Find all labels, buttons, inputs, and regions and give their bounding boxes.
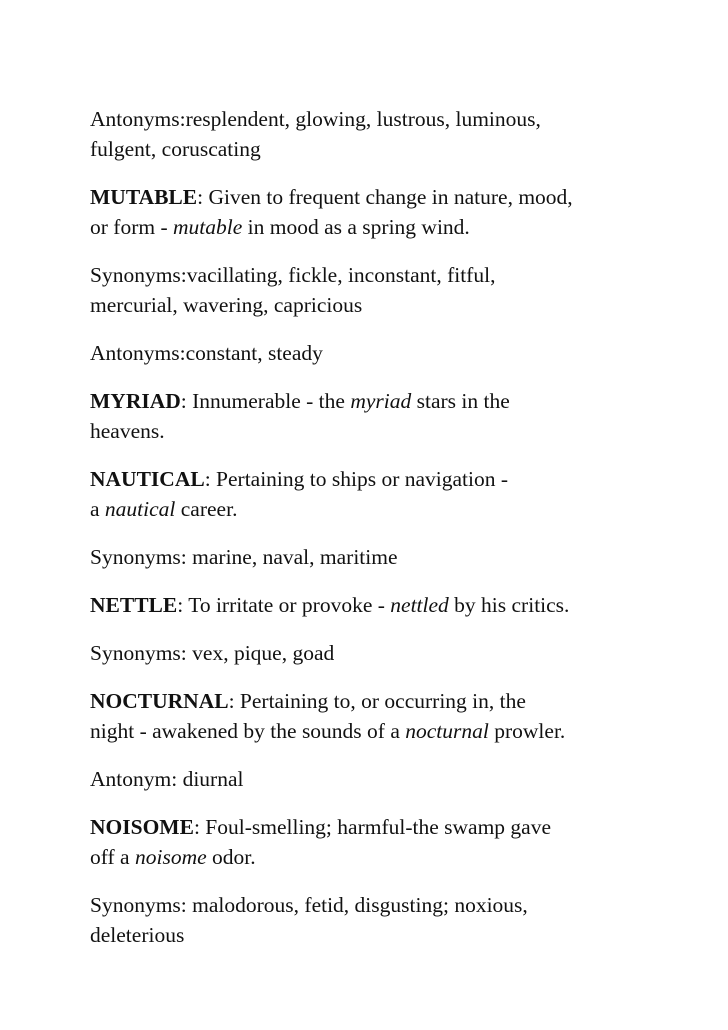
text-line: fulgent, coruscating (90, 137, 261, 161)
text-line: Synonyms: malodorous, fetid, disgusting; noxious, (90, 893, 528, 917)
example-word: nettled (390, 593, 449, 617)
definition-text: career. (175, 497, 238, 521)
synonyms-nautical (90, 542, 690, 572)
entry-nocturnal (90, 686, 690, 746)
entry-nettle (90, 590, 690, 620)
definition-text: a (90, 497, 105, 521)
entry-term: NOCTURNAL (90, 689, 229, 713)
definition-text: : Pertaining to, or occurring in, the (228, 689, 526, 713)
definition-text: : Pertaining to ships or navigation - (204, 467, 509, 491)
entry-term: MYRIAD (90, 389, 181, 413)
text-line: mercurial, wavering, capricious (90, 293, 363, 317)
example-word: mutable (173, 215, 243, 239)
text-line: Antonym: diurnal (90, 767, 244, 791)
entry-term: NAUTICAL (90, 467, 205, 491)
entry-term: NETTLE (90, 593, 178, 617)
text-line: Synonyms:vacillating, fickle, inconstant, fitful, (90, 263, 496, 287)
synonyms-nettle (90, 638, 690, 668)
example-word: myriad (350, 389, 412, 413)
text-line: Antonyms:constant, steady (90, 341, 323, 365)
definition-text: : To irritate or provoke - (177, 593, 391, 617)
document-body (90, 104, 690, 968)
definition-text: in mood as a spring wind. (242, 215, 470, 239)
synonyms-noisome (90, 890, 690, 950)
text-line: Antonyms:resplendent, glowing, lustrous, luminous, (90, 107, 541, 131)
definition-text: odor. (206, 845, 256, 869)
definition-text: stars in the (411, 389, 510, 413)
antonyms-resplendent (90, 104, 690, 164)
definition-text: off a (90, 845, 135, 869)
text-line: Synonyms: marine, naval, maritime (90, 545, 398, 569)
definition-text: night - awakened by the sounds of a (90, 719, 406, 743)
example-word: nocturnal (405, 719, 489, 743)
entry-nautical (90, 464, 690, 524)
definition-text: prowler. (488, 719, 566, 743)
entry-term: NOISOME (90, 815, 194, 839)
synonyms-mutable (90, 260, 690, 320)
antonyms-mutable (90, 338, 690, 368)
entry-mutable (90, 182, 690, 242)
entry-myriad (90, 386, 690, 446)
definition-text: heavens. (90, 419, 165, 443)
example-word: noisome (134, 845, 207, 869)
definition-text: : Innumerable - the (180, 389, 351, 413)
text-line: deleterious (90, 923, 185, 947)
definition-text: : Given to frequent change in nature, mood, (197, 185, 573, 209)
entry-term: MUTABLE (90, 185, 198, 209)
antonym-nocturnal (90, 764, 690, 794)
definition-text: or form - (90, 215, 173, 239)
text-line: Synonyms: vex, pique, goad (90, 641, 335, 665)
example-word: nautical (104, 497, 176, 521)
entry-noisome (90, 812, 690, 872)
definition-text: : Foul-smelling; harmful-the swamp gave (193, 815, 552, 839)
definition-text: by his critics. (448, 593, 570, 617)
